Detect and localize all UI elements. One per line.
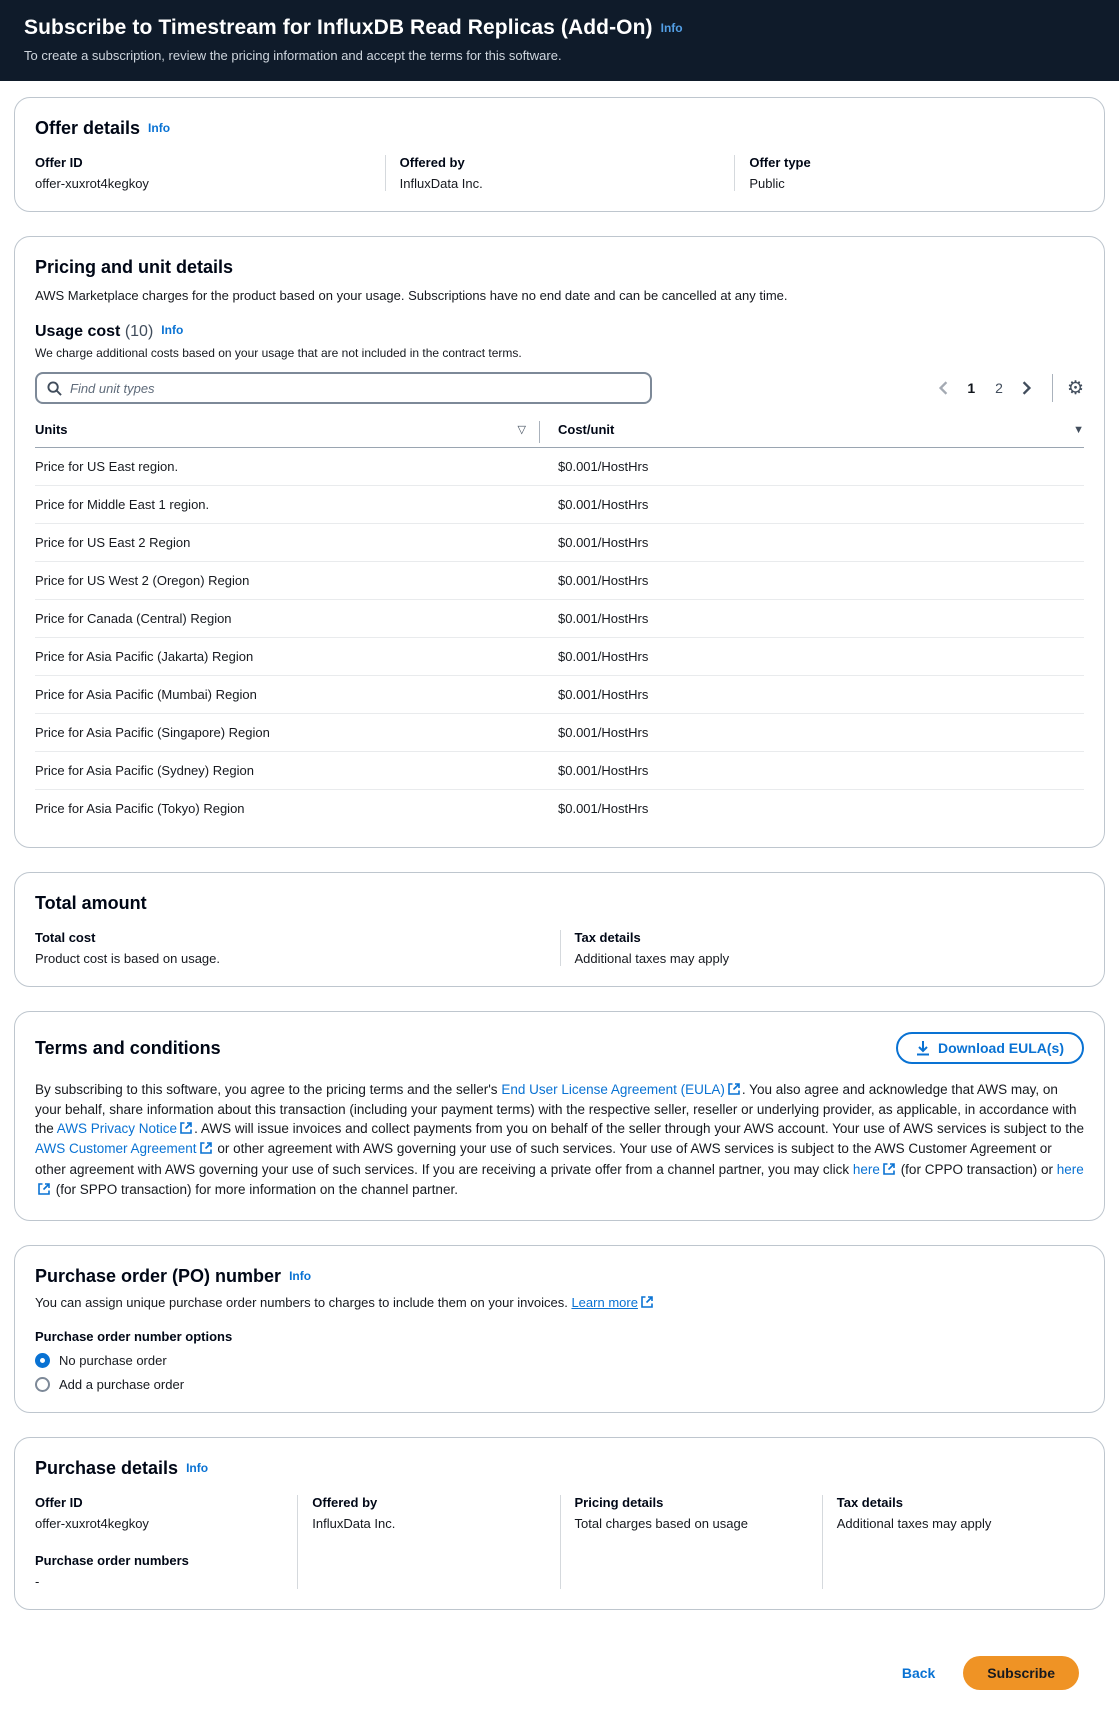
- unit-cell: Price for Asia Pacific (Jakarta) Region: [35, 649, 254, 664]
- radio-add-purchase-order[interactable]: [35, 1377, 1084, 1392]
- cost-cell: $0.001/HostHrs: [558, 497, 649, 512]
- unit-cell: Price for Asia Pacific (Singapore) Region: [35, 725, 270, 740]
- usage-cost-count: (10): [124, 323, 154, 340]
- pd-offered-by-label: Offered by: [312, 1494, 378, 1510]
- table-settings-button[interactable]: [1067, 379, 1084, 398]
- offer-type-label: Offer type: [749, 155, 811, 170]
- toolbar-divider: [1052, 374, 1053, 402]
- pd-offered-by-value: InfluxData Inc.: [312, 1515, 396, 1531]
- pd-pricing-details-field: [560, 1495, 822, 1589]
- learn-more-link[interactable]: Learn more: [571, 1294, 638, 1310]
- subscribe-button[interactable]: Subscribe: [963, 1656, 1079, 1690]
- cost-cell: $0.001/HostHrs: [558, 611, 649, 626]
- pd-po-numbers-value: -: [35, 1573, 40, 1589]
- terms-text-segment: or other agreement with AWS governing your use of such services. Your use of AWS services is subject to the AWS Customer Agreement or other agreement with AWS governing your use of such services. If you are receiving a private offer from a channel partner, you may click: [35, 1141, 1052, 1177]
- offer-type-field: [734, 155, 1084, 191]
- cost-cell: $0.001/HostHrs: [558, 725, 649, 740]
- external-link-icon: [728, 1081, 740, 1100]
- pd-tax-details-field: [822, 1495, 1084, 1589]
- offer-id-field: [35, 155, 385, 191]
- terms-text-segment: (for SPPO transaction) for more information on the channel partner.: [52, 1181, 458, 1197]
- gear-icon: ⚙: [1066, 377, 1084, 399]
- purchase-details-info-link[interactable]: Info: [186, 1460, 209, 1475]
- pd-offered-by-field: [297, 1495, 559, 1589]
- terms-text-segment: . You also agree and acknowledge that AWS may, on your behalf, share information about this transaction (including your payment terms) with the respective seller, reseller or underlying provider, as applicable, in accordance with the: [35, 1082, 1077, 1137]
- customer-agreement-link[interactable]: AWS Customer Agreement: [35, 1141, 197, 1157]
- table-row: [35, 638, 1084, 676]
- usage-cost-table: [35, 418, 1084, 827]
- external-link-icon: [200, 1140, 212, 1159]
- total-cost-field: [35, 930, 560, 966]
- cost-column-menu-icon[interactable]: ▼: [1073, 423, 1084, 436]
- terms-paragraph: [35, 1080, 1084, 1200]
- eula-link[interactable]: End User License Agreement (EULA): [501, 1082, 725, 1097]
- chevron-left-icon: [938, 381, 949, 395]
- unit-cell: Price for Middle East 1 region.: [35, 497, 210, 512]
- total-cost-label: Total cost: [35, 930, 96, 945]
- download-eula-button[interactable]: [896, 1032, 1084, 1064]
- table-row: [35, 486, 1084, 524]
- pd-pricing-details-value: Total charges based on usage: [574, 1515, 748, 1531]
- offer-type-value: Public: [749, 176, 785, 191]
- pagination-prev-button[interactable]: [932, 377, 955, 399]
- purchase-details-card: [14, 1437, 1105, 1610]
- offered-by-label: Offered by: [399, 155, 465, 170]
- cost-cell: $0.001/HostHrs: [558, 649, 649, 664]
- usage-cost-description: We charge additional costs based on your usage that are not included in the contract terms.: [35, 346, 522, 360]
- pd-offer-id-value: offer-xuxrot4kegkoy: [35, 1515, 149, 1531]
- table-row: [35, 790, 1084, 827]
- radio-unselected-icon: [35, 1377, 50, 1392]
- tax-details-label: Tax details: [574, 930, 641, 945]
- table-row: [35, 714, 1084, 752]
- pagination-page-1-button[interactable]: 1: [959, 376, 983, 400]
- pd-offer-id-label: Offer ID: [35, 1494, 83, 1510]
- cost-cell: $0.001/HostHrs: [558, 687, 649, 702]
- unit-cell: Price for Asia Pacific (Sydney) Region: [35, 763, 254, 778]
- terms-card: [14, 1011, 1105, 1221]
- privacy-notice-link[interactable]: AWS Privacy Notice: [56, 1121, 178, 1137]
- pd-tax-details-value: Additional taxes may apply: [836, 1515, 992, 1531]
- cost-cell: $0.001/HostHrs: [558, 801, 649, 816]
- radio-selected-icon: [35, 1353, 50, 1368]
- purchase-order-description-text: You can assign unique purchase order numbers to charges to include them on your invoices.: [35, 1294, 572, 1310]
- unit-search-box[interactable]: [35, 372, 652, 404]
- offer-id-value: offer-xuxrot4kegkoy: [35, 176, 149, 191]
- table-pagination: [932, 374, 1084, 402]
- table-row: [35, 448, 1084, 486]
- download-eula-label: Download EULA(s): [938, 1040, 1064, 1056]
- external-link-icon: [883, 1161, 895, 1180]
- offered-by-field: [385, 155, 735, 191]
- external-link-icon: [641, 1296, 653, 1311]
- page-subtitle: To create a subscription, review the pricing information and accept the terms for this software.: [24, 48, 562, 63]
- offer-details-title: Offer details: [35, 118, 141, 138]
- cost-cell: $0.001/HostHrs: [558, 573, 649, 588]
- tax-details-value: Additional taxes may apply: [574, 951, 730, 966]
- purchase-order-description: [35, 1295, 1084, 1311]
- terms-text-segment: By subscribing to this software, you agree to the pricing terms and the seller's: [35, 1082, 502, 1097]
- external-link-icon: [38, 1181, 50, 1200]
- unit-cell: Price for US East region.: [35, 459, 179, 474]
- cppo-here-link[interactable]: here: [852, 1161, 880, 1177]
- pd-offer-id-field: [35, 1495, 297, 1589]
- pd-po-numbers-label: Purchase order numbers: [35, 1552, 189, 1568]
- external-link-icon: [180, 1120, 192, 1139]
- purchase-order-card: [14, 1245, 1105, 1413]
- cost-cell: $0.001/HostHrs: [558, 763, 649, 778]
- unit-cell: Price for US East 2 Region: [35, 535, 191, 550]
- back-button[interactable]: Back: [901, 1664, 936, 1681]
- offered-by-value: InfluxData Inc.: [399, 176, 483, 191]
- terms-title: Terms and conditions: [35, 1037, 221, 1058]
- purchase-details-title: Purchase details: [35, 1457, 179, 1478]
- pd-pricing-details-label: Pricing details: [574, 1494, 664, 1510]
- sppo-here-link[interactable]: here: [1056, 1161, 1084, 1177]
- radio-add-po-label: Add a purchase order: [59, 1376, 185, 1392]
- pagination-page-2-button[interactable]: 2: [987, 376, 1011, 400]
- unit-cell: Price for Canada (Central) Region: [35, 611, 232, 626]
- total-amount-title: Total amount: [35, 893, 147, 913]
- purchase-order-title: Purchase order (PO) number: [35, 1265, 282, 1286]
- units-column-header[interactable]: Units: [35, 422, 68, 437]
- table-row: [35, 600, 1084, 638]
- radio-no-po-label: No purchase order: [59, 1352, 167, 1368]
- unit-cell: Price for Asia Pacific (Mumbai) Region: [35, 687, 257, 702]
- po-options-label: Purchase order number options: [35, 1328, 233, 1344]
- total-cost-value: Product cost is based on usage.: [35, 951, 221, 966]
- units-sort-icon[interactable]: ▽: [517, 424, 526, 436]
- offer-details-card: [14, 97, 1105, 212]
- cost-cell: $0.001/HostHrs: [558, 459, 649, 474]
- pricing-description: AWS Marketplace charges for the product based on your usage. Subscriptions have no end date and can be cancelled at any time.: [35, 288, 788, 303]
- tax-details-field: [560, 930, 1085, 966]
- table-row: [35, 676, 1084, 714]
- footer-actions: [14, 1634, 1105, 1720]
- cost-cell: $0.001/HostHrs: [558, 535, 649, 550]
- unit-cell: Price for US West 2 (Oregon) Region: [35, 573, 250, 588]
- download-icon: [916, 1041, 930, 1056]
- page-title-info-link[interactable]: Info: [660, 21, 683, 35]
- terms-text-segment: (for CPPO transaction) or: [896, 1161, 1057, 1177]
- radio-no-purchase-order[interactable]: [35, 1353, 1084, 1368]
- pricing-card: [14, 236, 1105, 848]
- table-row: [35, 562, 1084, 600]
- pagination-next-button[interactable]: [1015, 377, 1038, 399]
- pricing-title: Pricing and unit details: [35, 257, 234, 277]
- page-header: [0, 0, 1119, 81]
- chevron-right-icon: [1021, 381, 1032, 395]
- usage-cost-info-link[interactable]: Info: [161, 323, 184, 337]
- table-row: [35, 752, 1084, 790]
- main-content: [0, 81, 1119, 1720]
- unit-cell: Price for Asia Pacific (Tokyo) Region: [35, 801, 245, 816]
- page-title: Subscribe to Timestream for InfluxDB Read Replicas (Add-On): [24, 16, 653, 39]
- pd-tax-details-label: Tax details: [836, 1494, 903, 1510]
- total-amount-card: [14, 872, 1105, 987]
- purchase-order-info-link[interactable]: Info: [289, 1268, 312, 1283]
- search-icon: [47, 381, 62, 396]
- offer-details-info-link[interactable]: Info: [148, 121, 171, 135]
- cost-column-header[interactable]: Cost/unit: [558, 422, 615, 437]
- unit-search-input[interactable]: [70, 381, 640, 396]
- table-row: [35, 524, 1084, 562]
- terms-text-segment: . AWS will issue invoices and collect payments from you on behalf of the seller through your AWS account. Your use of AWS services is subject to the: [194, 1121, 1085, 1137]
- offer-id-label: Offer ID: [35, 155, 83, 170]
- usage-cost-title: Usage cost: [35, 323, 121, 340]
